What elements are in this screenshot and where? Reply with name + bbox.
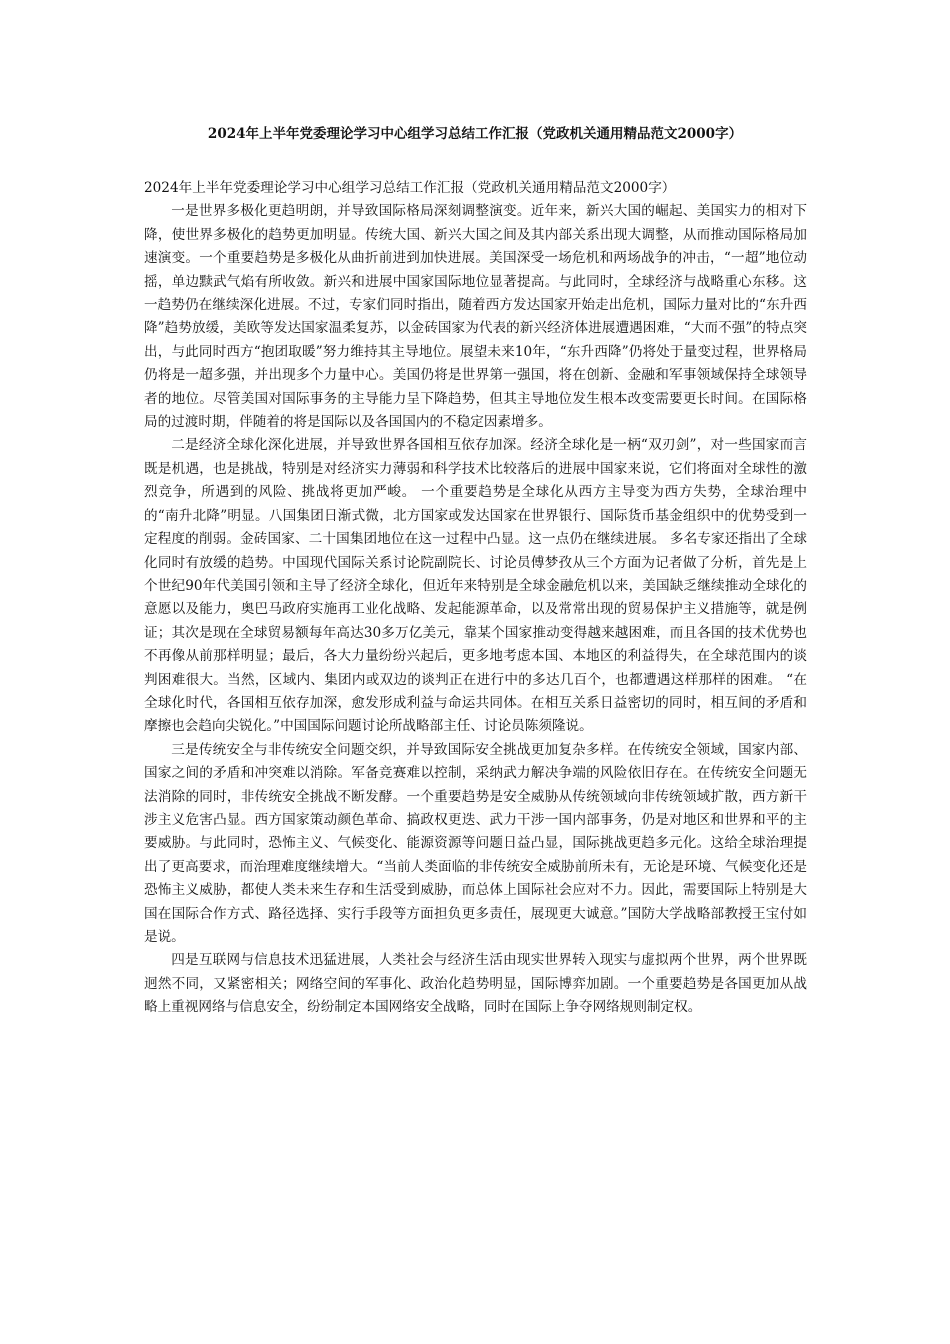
document-title: 2024年上半年党委理论学习中心组学习总结工作汇报（党政机关通用精品范文2000字） [207,126,743,142]
paragraph-1: 一是世界多极化更趋明朗，并导致国际格局深刻调整演变。近年来，新兴大国的崛起、美国实力的相对下降，使世界多极化的趋势更加明显。传统大国、新兴大国之间及其内部关系出现大调整，从而推动国际格局加速演变。一个重要趋势是多极化从曲折前进到加快进展。美国深受一场危机和两场战争的冲击，“一超”地位动摇，单边黩武气焰有所收敛。新兴和进展中国家国际地位显著提高。与此同时，全球经济与战略重心东移。这一趋势仍在继续深化进展。不过，专家们同时指出，随着西方发达国家开始走出危机，国际力量对比的“东升西降”趋势放缓，美欧等发达国家温柔复苏，以金砖国家为代表的新兴经济体进展遭遇困难，“大而不强”的特点突出，与此同时西方“抱团取暖”努力维持其主导地位。展望未来10年，“东升西降”仍将处于量变过程，世界格局仍将是一超多强，并出现多个力量中心。美国仍将是世界第一强国，将在创新、金融和军事领域保持全球领导者的地位。尽管美国对国际事务的主导能力呈下降趋势，但其主导地位发生根本改变需要更长时间。在国际格局的过渡时期，伴随着的将是国际以及各国国内的不稳定因素增多。 [144,203,807,431]
paragraph-4: 四是互联网与信息技术迅猛进展，人类社会与经济生活由现实世界转入现实与虚拟两个世界，两个世界既迥然不同，又紧密相关；网络空间的军事化、政治化趋势明显，国际博弈加剧。一个重要趋势是各国更加从战略上重视网络与信息安全，纷纷制定本国网络安全战略，同时在国际上争夺网络规则制定权。 [144,952,807,1016]
document-subtitle: 2024年上半年党委理论学习中心组学习总结工作汇报（党政机关通用精品范文2000字） [144,180,676,196]
paragraph-3: 三是传统安全与非传统安全问题交织，并导致国际安全挑战更加复杂多样。在传统安全领域，国家内部、国家之间的矛盾和冲突难以消除。军备竞赛难以控制，采纳武力解决争端的风险依旧存在。在传统安全问题无法消除的同时，非传统安全挑战不断发酵。一个重要趋势是安全威胁从传统领域向非传统领域扩散，西方新干涉主义危害凸显。西方国家策动颜色革命、搞政权更迭、武力干涉一国内部事务，仍是对地区和世界和平的主要威胁。与此同时，恐怖主义、气候变化、能源资源等问题日益凸显，国际挑战更趋多元化。这给全球治理提出了更高要求，而治理难度继续增大。“当前人类面临的非传统安全威胁前所未有，无论是环境、气候变化还是恐怖主义威胁，都使人类未来生存和生活受到威胁，而总体上国际社会应对不力。因此，需要国际上特别是大国在国际合作方式、路径选择、实行手段等方面担负更多责任，展现更大诚意。”国防大学战略部教授王宝付如是说。 [144,741,807,945]
paragraph-2: 二是经济全球化深化进展，并导致世界各国相互依存加深。经济全球化是一柄“双刃剑”，对一些国家而言既是机遇，也是挑战，特别是对经济实力薄弱和科学技术比较落后的进展中国家来说，它们将面对全球性的激烈竞争，所遇到的风险、挑战将更加严峻。 一个重要趋势是全球化从西方主导变为西方失势，全球治理中的“南升北降”明显。八国集团日渐式微，北方国家或发达国家在世界银行、国际货币基金组织中的优势受到一定程度的削弱。金砖国家、二十国集团地位在这一过程中凸显。这一点仍在继续进展。 多名专家还指出了全球化同时有放缓的趋势。中国现代国际关系讨论院副院长、讨论员傅梦孜从三个方面为记者做了分析，首先是上个世纪90年代美国引领和主导了经济全球化，但近年来特别是全球金融危机以来，美国缺乏继续推动全球化的意愿以及能力，奥巴马政府实施再工业化战略、发起能源革命，以及常常出现的贸易保护主义措施等，就是例证；其次是现在全球贸易额每年高达30多万亿美元，靠某个国家推动变得越来越困难，而且各国的技术优势也不再像从前那样明显；最后，各大力量纷纷兴起后，更多地考虑本国、本地区的利益得失，在全球范围内的谈判困难很大。当然，区域内、集团内或双边的谈判正在进行中的多达几百个，也都遭遇这样那样的困难。 “在全球化时代，各国相互依存加深，愈发形成利益与命运共同体。在相互关系日益密切的同时，相互间的矛盾和摩擦也会趋向尖锐化。”中国国际问题讨论所战略部主任、讨论员陈须隆说。 [144,437,807,735]
document-body [144,177,807,1020]
